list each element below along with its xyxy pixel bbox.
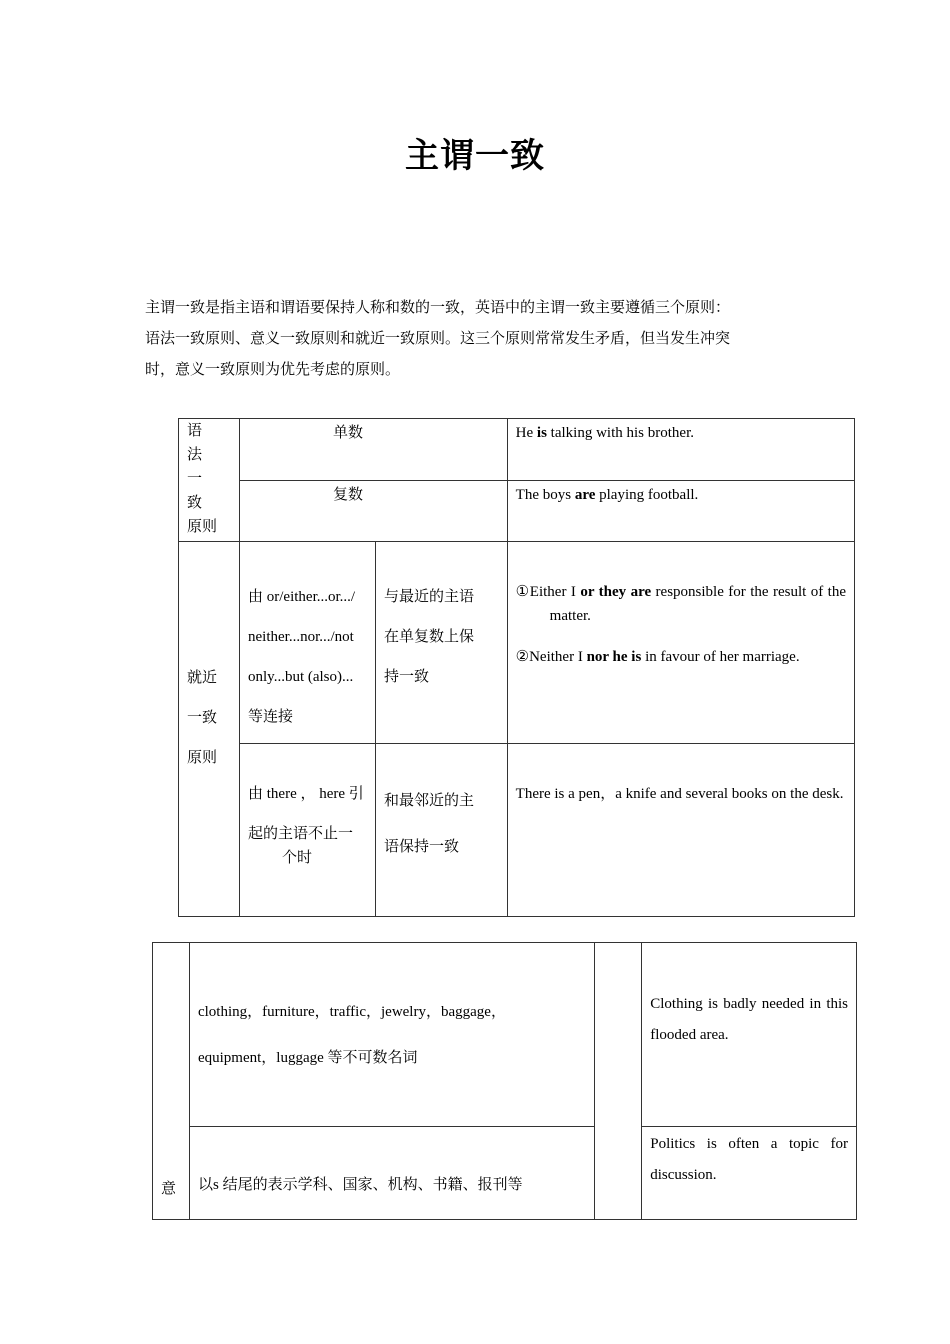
condition-line: 起的主语不止一个时 [248,826,354,866]
there-here-rule-cell [375,744,507,917]
intro-paragraph [145,292,815,385]
plural-example [508,481,854,509]
verb-highlight: or they are [580,584,652,600]
label-line: 意 [161,1181,177,1197]
verb-highlight: are [574,487,596,504]
condition-line: only...but (also)... [248,669,354,685]
rule-line: 持一致 [383,669,429,685]
condition-line: 由 there ， here 引 [248,786,364,802]
label-line: 原则 [187,750,218,766]
meaning-principle-label [153,943,190,1220]
example-text: in favour of her marriage. [641,649,800,665]
condition-line: 等连接 [248,709,294,725]
label-line: 原则 [187,519,218,535]
singular-example [508,419,854,447]
label-line: 一致 [187,710,218,726]
intro-line: 时，意义一致原则为优先考虑的原则。 [145,360,401,378]
there-here-example-cell [507,744,854,917]
rule-line: 和最邻近的主 [383,793,474,809]
desc-line: 以s 结尾的表示学科、国家、机构、书籍、报刊等 [197,1177,523,1193]
proximity-principle-label [179,542,240,917]
plural-label-cell [240,481,508,542]
example-text: ②Neither I [515,649,587,665]
rule-line: 在单复数上保 [383,629,474,645]
conjunction-example-cell [507,542,854,744]
conjunction-condition-cell [240,542,376,744]
singular-label: 单数 [333,425,364,441]
desc-line: equipment，luggage 等不可数名词 [197,1050,418,1066]
uncountable-example-cell [642,943,857,1127]
example-text: There is a pen，a knife and several books on the desk. [515,786,844,802]
meaning-rules-table [152,942,857,1220]
page-title: 主谓一致 [405,136,545,176]
label-line: 语 法 [187,423,218,463]
rule-line: 语保持一致 [383,839,459,855]
empty-cell [595,943,642,1220]
condition-line: neither...nor.../not [248,629,354,645]
intro-line: 主谓一致是指主语和谓语要保持人称和数的一致，英语中的主谓一致主要遵循三个原则： [145,298,731,316]
conjunction-rule-cell [375,542,507,744]
example-text: Clothing is badly needed in this flooded area. [650,996,848,1043]
example-1 [516,580,846,628]
rule-line: 与最近的主语 [383,589,474,605]
intro-line: 语法一致原则、意义一致原则和就近一致原则。这三个原则常常发生矛盾，但当发生冲突 [145,329,731,347]
example-text: Politics is often a topic for discussion. [650,1136,848,1183]
s-ending-desc-cell [189,1127,594,1220]
example-text: playing football. [595,487,699,504]
grammar-principle-label [179,419,240,542]
example-text: ①Either I [515,584,581,600]
singular-label-cell [240,419,508,481]
example-text: responsible for the result of the matter. [549,584,846,624]
s-ending-example-cell [642,1127,857,1220]
plural-example-cell [507,481,854,542]
label-line: 就近 [187,670,218,686]
plural-label: 复数 [333,487,364,504]
uncountable-desc-cell [189,943,594,1127]
there-here-condition-cell [240,744,376,917]
singular-example-cell [507,419,854,481]
example-text: The boys [515,487,575,504]
example-2 [516,645,846,669]
verb-highlight: nor he is [586,649,642,665]
verb-highlight: is [536,425,547,441]
label-line: 一 致 [187,471,218,511]
agreement-rules-table [178,418,855,917]
example-text: He [515,425,537,441]
desc-line: clothing，furniture，traffic，jewelry，baggage， [197,1004,506,1020]
condition-line: 由 or/either...or.../ [248,589,356,605]
example-text: talking with his brother. [546,425,694,441]
